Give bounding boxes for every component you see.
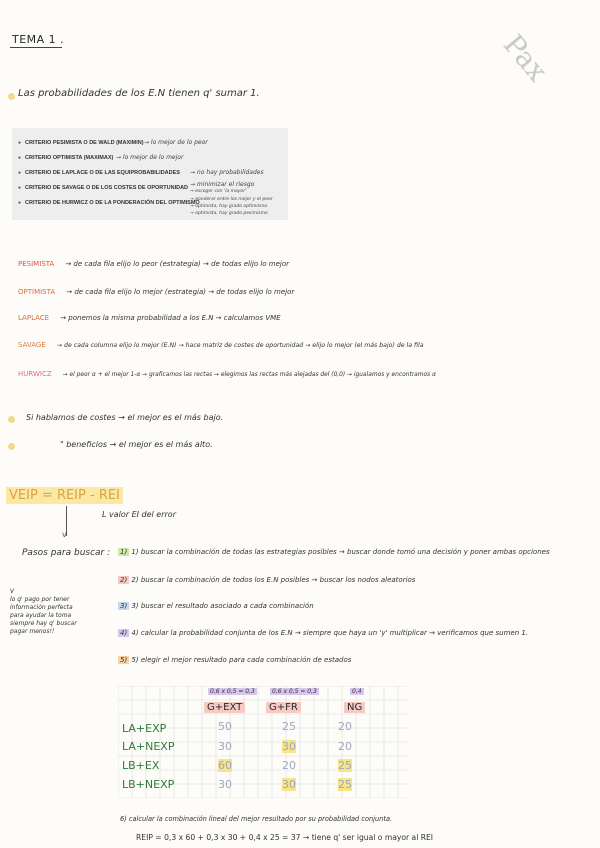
rule-text: → de cada fila elijo lo peor (estrategia) → de todas elijo lo mejor [65, 260, 290, 268]
table-cell: 20 [282, 759, 296, 772]
rule-label: SAVAGE [18, 341, 46, 349]
rule-text: → de cada columna elijo lo mejor (E.N) → hace matriz de costes de oportunidad → elijo lo mejor (el más bajo) de la fila [56, 342, 424, 349]
criterion-note: → optimista, hay grado pesimismo [190, 211, 268, 216]
rule-label: HURWICZ [18, 370, 52, 378]
table-cell: 25 [338, 778, 352, 791]
side-note-line: pagar menos!! [10, 628, 55, 635]
table-cell: 30 [282, 740, 296, 753]
veip-subtitle-text: valor EI del error [109, 510, 176, 519]
rule-row [18, 279, 294, 298]
table-cell: 30 [218, 740, 232, 753]
table-cell: 60 [218, 759, 232, 772]
criterion-laplace: ● CRITERIO DE LAPLACE O DE LAS EQUIPROBABILIDADES [18, 170, 180, 176]
criterion-note: → lo mejor de lo mejor [116, 154, 184, 161]
table-cell: 20 [338, 720, 352, 733]
step-text: 4) calcular la probabilidad conjunta de los E.N → siempre que haya un 'y' multiplicar → verificamos que sumen 1. [131, 629, 529, 637]
rule-label: OPTIMISTA [18, 288, 56, 296]
steps-title: Pasos para buscar : [22, 548, 111, 558]
column-header: G+EXT [204, 702, 245, 713]
criterion-note: → minimizar el riesgo [190, 181, 255, 188]
veip-subtitle: L valor EI del error [102, 510, 176, 519]
note-costes: Si hablamos de costes → el mejor es el más bajo. [26, 413, 224, 422]
table-cell: 30 [218, 778, 232, 791]
criterion-note: → lo mejor de lo peor [144, 139, 208, 146]
row-label: LB+EX [122, 759, 160, 772]
row-label: LA+NEXP [122, 740, 175, 753]
row-label: LA+EXP [122, 722, 167, 735]
side-note-line: información perfecta [10, 604, 73, 611]
criterion-note: → ponderar entre los mejor y el peor [190, 197, 273, 202]
rule-row [18, 305, 281, 324]
step-text: 3) buscar el resultado asociado a cada combinación [131, 602, 314, 610]
step-text: 1) buscar la combinación de todas las estrategias posibles → buscar donde tomó una decisión y poner ambas opciones [131, 548, 550, 556]
rule-text: → ponemos la misma probabilidad a los E.N → calculamos VME [60, 314, 281, 322]
veip-formula: VEIP = REIP - REI [6, 487, 123, 504]
table-cell: 25 [282, 720, 296, 733]
column-prob: 0,4 [352, 688, 362, 695]
side-note-line: lo q' pago por tener [10, 596, 70, 603]
table-cell: 25 [338, 759, 352, 772]
criteria-box [12, 128, 288, 220]
table-cell: 50 [218, 720, 232, 733]
criterion-optimista: ● CRITERIO OPTIMISTA (MAXIMAX) [18, 155, 113, 161]
step-item: 3) 3) buscar el resultado asociado a cada combinación [120, 602, 314, 610]
rule-text: → de cada fila elijo lo mejor (estrategia) → de todas elijo lo mejor [66, 288, 295, 296]
criterion-hurwicz: ● CRITERIO DE HURWICZ O DE LA PONDERACIÓN DEL OPTIMISMO [18, 200, 200, 206]
column-header: G+FR [266, 702, 301, 713]
bullet-dot [8, 93, 15, 100]
step-item: 1) 1) buscar la combinación de todas las estrategias posibles → buscar donde tomó una decisión y poner ambas opciones [120, 548, 550, 556]
rule-label: PESIMISTA [18, 260, 55, 268]
page-title: TEMA 1 . [12, 33, 65, 46]
rule-label: LAPLACE [18, 314, 50, 322]
criterion-savage: ● CRITERIO DE SAVAGE O DE LOS COSTES DE OPORTUNIDAD [18, 185, 188, 191]
rule-row [18, 361, 436, 380]
note-beneficios: " beneficios → el mejor es el más alto. [60, 440, 213, 449]
bullet-dot [8, 443, 15, 450]
table-cell: 30 [282, 778, 296, 791]
title-underline [10, 47, 62, 48]
step-text: 2) buscar la combinación de todos los E.N posibles → buscar los nodos aleatorios [131, 576, 416, 584]
step-six: 6) calcular la combinación lineal del mejor resultado por su probabilidad conjunta. [120, 815, 393, 823]
rule-row [18, 251, 289, 270]
column-prob: 0,6 x 0,5 = 0,3 [210, 688, 255, 695]
step-item: 2) 2) buscar la combinación de todos los E.N posibles → buscar los nodos aleatorios [120, 576, 416, 584]
reip-formula: REIP = 0,3 x 60 + 0,3 x 30 + 0,4 x 25 = 37 → tiene q' ser igual o mayor al REI [136, 833, 434, 842]
step-item: 4) 4) calcular la probabilidad conjunta de los E.N → siempre que haya un 'y' multiplicar → verificamos que sumen 1. [120, 629, 529, 637]
table-cell: 20 [338, 740, 352, 753]
side-note-line: V [10, 588, 15, 595]
bullet-dot [8, 416, 15, 423]
side-note [10, 588, 77, 636]
intro-text: Las probabilidades de los E.N tienen q' sumar 1. [18, 88, 260, 99]
side-note-line: para ayudar la toma [10, 612, 72, 619]
rule-text: → el peor α + el mejor 1-α → graficamos las rectas → elegimos las rectas más alejadas del (0,0) → igualamos y encontramos α [62, 372, 436, 378]
criterion-note: → optimista, hay grado optimismo [190, 204, 268, 209]
side-note-line: siempre hay q' buscar [10, 620, 77, 627]
rule-row [18, 332, 424, 351]
criterion-note: → escoger con 'la mayor' [190, 189, 247, 194]
arrow-down-icon: v [62, 530, 67, 539]
column-prob: 0,6 x 0,5 = 0,3 [272, 688, 317, 695]
row-label: LB+NEXP [122, 778, 175, 791]
step-item: 5) 5) elegir el mejor resultado para cada combinación de estados [120, 656, 352, 664]
criterion-pesimista: ● CRITERIO PESIMISTA O DE WALD (MAXIMIN) [18, 140, 144, 146]
step-text: 5) elegir el mejor resultado para cada combinación de estados [131, 656, 352, 664]
pax-watermark: Pax [496, 28, 555, 88]
criterion-note: → no hay probabilidades [190, 169, 264, 176]
column-header: NG [344, 702, 365, 713]
